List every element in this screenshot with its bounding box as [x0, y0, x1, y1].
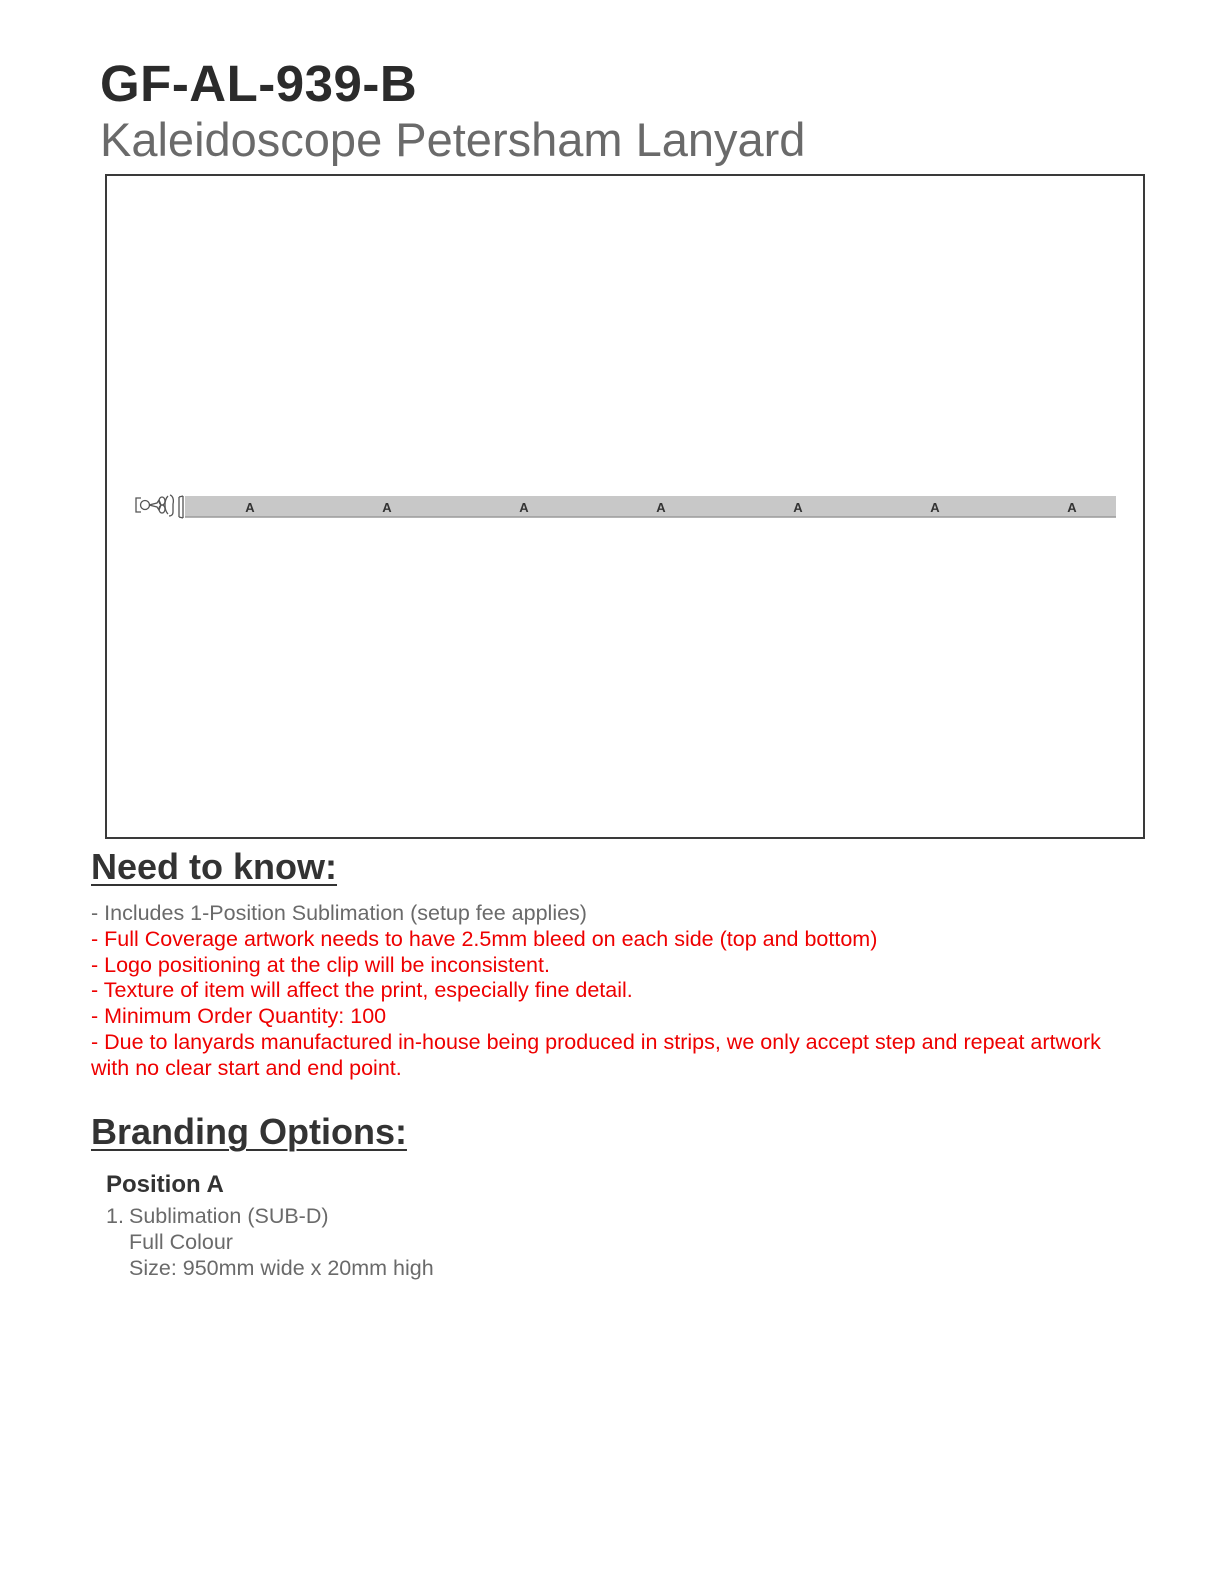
position-a-title: Position A	[106, 1171, 224, 1198]
note-minimum-order: - Minimum Order Quantity: 100	[91, 1004, 387, 1029]
position-marker-a: A	[793, 500, 803, 515]
note-clip-positioning: - Logo positioning at the clip will be inconsistent.	[91, 952, 550, 977]
branding-option-list	[106, 1203, 434, 1281]
product-name: Kaleidoscope Petersham Lanyard	[100, 113, 806, 166]
note-texture: - Texture of item will affect the print, especially fine detail.	[91, 978, 633, 1003]
note-setup-fee: - Includes 1-Position Sublimation (setup fee applies)	[91, 901, 587, 925]
option-colour: Full Colour	[129, 1230, 233, 1254]
position-marker-a: A	[245, 500, 255, 515]
position-marker-a: A	[382, 500, 392, 515]
position-marker-a: A	[519, 500, 529, 515]
option-method: Sublimation (SUB-D)	[129, 1204, 329, 1228]
product-drawing-frame	[105, 174, 1145, 839]
lanyard-strap	[185, 496, 1116, 517]
position-marker-a: A	[1067, 500, 1077, 515]
branding-options-heading: Branding Options:	[91, 1111, 407, 1152]
note-bleed: - Full Coverage artwork needs to have 2.5mm bleed on each side (top and bottom)	[91, 926, 878, 951]
branding-option	[106, 1203, 434, 1281]
position-marker-a: A	[930, 500, 940, 515]
position-marker-a: A	[656, 500, 666, 515]
lanyard-clip-icon	[136, 495, 183, 518]
product-code: GF-AL-939-B	[100, 55, 418, 112]
note-step-and-repeat: - Due to lanyards manufactured in-house being produced in strips, we only accept step and repeat artwork with no clear start and end point.	[91, 1029, 1101, 1080]
option-number: 1.	[106, 1204, 124, 1228]
need-to-know-heading: Need to know:	[91, 846, 338, 887]
lanyard-drawing	[107, 176, 1143, 837]
option-size: Size: 950mm wide x 20mm high	[129, 1256, 434, 1280]
need-to-know-notes	[91, 901, 1141, 1082]
